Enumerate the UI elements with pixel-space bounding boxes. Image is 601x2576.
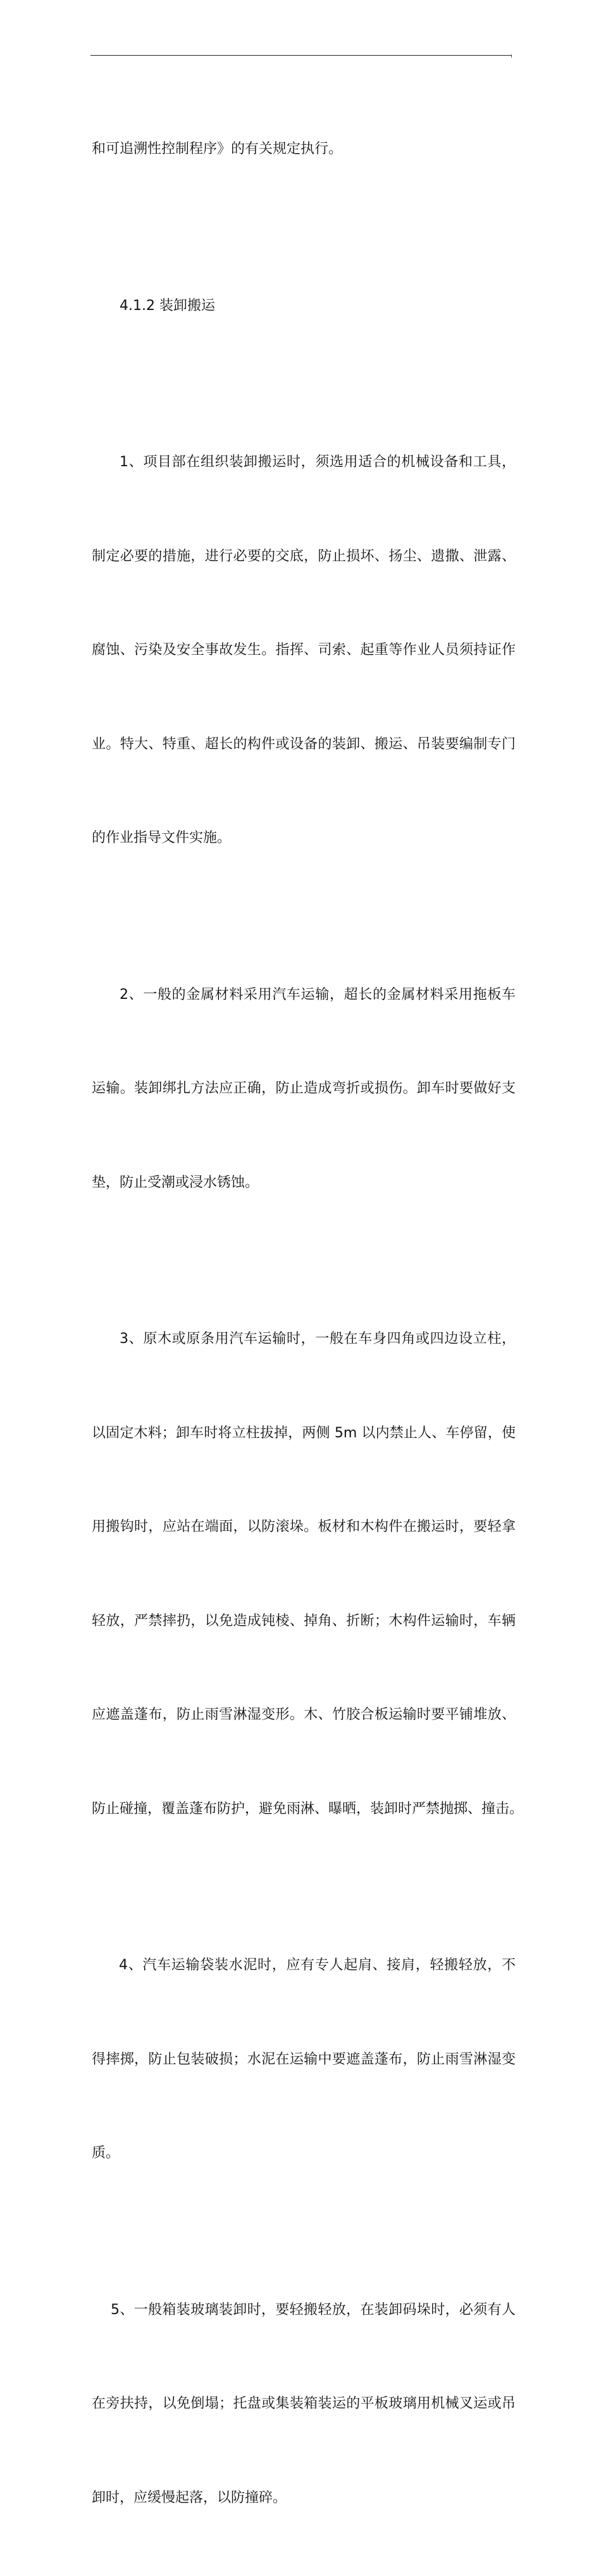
paragraph-item-1 (92, 384, 516, 917)
text-line: 2、一般的金属材料采用汽车运输，超长的金属材料采用拖板车 (92, 979, 516, 1011)
text-line: 得摔掷，防止包装破损；水泥在运输中要遮盖蓬布，防止雨雪淋湿变 (92, 2044, 516, 2076)
section-heading: 4.1.2 装卸搬运 (92, 290, 516, 322)
text-line: 垫，防止受潮或浸水锈蚀。 (92, 1167, 516, 1199)
header-rule (90, 55, 512, 56)
text-line: 的作业指导文件实施。 (92, 822, 516, 854)
text-line: 质。 (92, 2138, 516, 2169)
text-line: 和可追溯性控制程序》的有关规定执行。 (92, 133, 516, 165)
text-line: 以固定木料；卸车时将立柱拔掉，两侧 5m 以内禁止人、车停留，使 (92, 1418, 516, 1449)
text-line: 制定必要的措施，进行必要的交底，防止损坏、扬尘、遗撒、泄露、 (92, 541, 516, 573)
text-line: 业。特大、特重、超长的构件或设备的装卸、搬运、吊装要编制专门 (92, 729, 516, 760)
text-line: 腐蚀、污染及安全事故发生。指挥、司索、起重等作业人员须持证作 (92, 635, 516, 666)
paragraph-item-3 (92, 1261, 516, 1887)
paragraph-item-5 (92, 2232, 516, 2576)
text-line: 用搬钩时，应站在端面，以防滚垛。板材和木构件在搬运时，要轻拿 (92, 1511, 516, 1543)
header-rule-end-mark (511, 54, 512, 58)
text-line: 运输。装卸绑扎方法应正确，防止造成弯折或损伤。卸车时要做好支 (92, 1073, 516, 1105)
paragraph-item-2 (92, 917, 516, 1261)
paragraph-item-4 (92, 1887, 516, 2232)
text-line: 1、项目部在组织装卸搬运时，须选用适合的机械设备和工具， (92, 447, 516, 478)
text-line: 3、原木或原条用汽车运输时，一般在车身四角或四边设立柱， (92, 1323, 516, 1355)
continuation-paragraph (92, 71, 516, 228)
text-line: 4、汽车运输袋装水泥时，应有专人起肩、接肩，轻搬轻放，不 (92, 1950, 516, 1981)
text-line: 在旁扶持，以免倒塌；托盘或集装箱装运的平板玻璃用机械叉运或吊 (92, 2388, 516, 2420)
text-line: 轻放，严禁摔扔，以免造成钝棱、掉角、折断；木构件运输时，车辆 (92, 1606, 516, 1637)
document-body (92, 71, 516, 2576)
section-heading-block (92, 228, 516, 385)
text-line: 5、一般箱装玻璃装卸时，要轻搬轻放，在装卸码垛时，必须有人 (92, 2294, 516, 2326)
text-line: 防止碰撞，覆盖蓬布防护，避免雨淋、曝晒，装卸时严禁抛掷、撞击。 (92, 1793, 516, 1825)
text-line: 应遮盖蓬布，防止雨雪淋湿变形。木、竹胶合板运输时要平铺堆放、 (92, 1699, 516, 1731)
text-line: 卸时，应缓慢起落，以防撞碎。 (92, 2482, 516, 2514)
